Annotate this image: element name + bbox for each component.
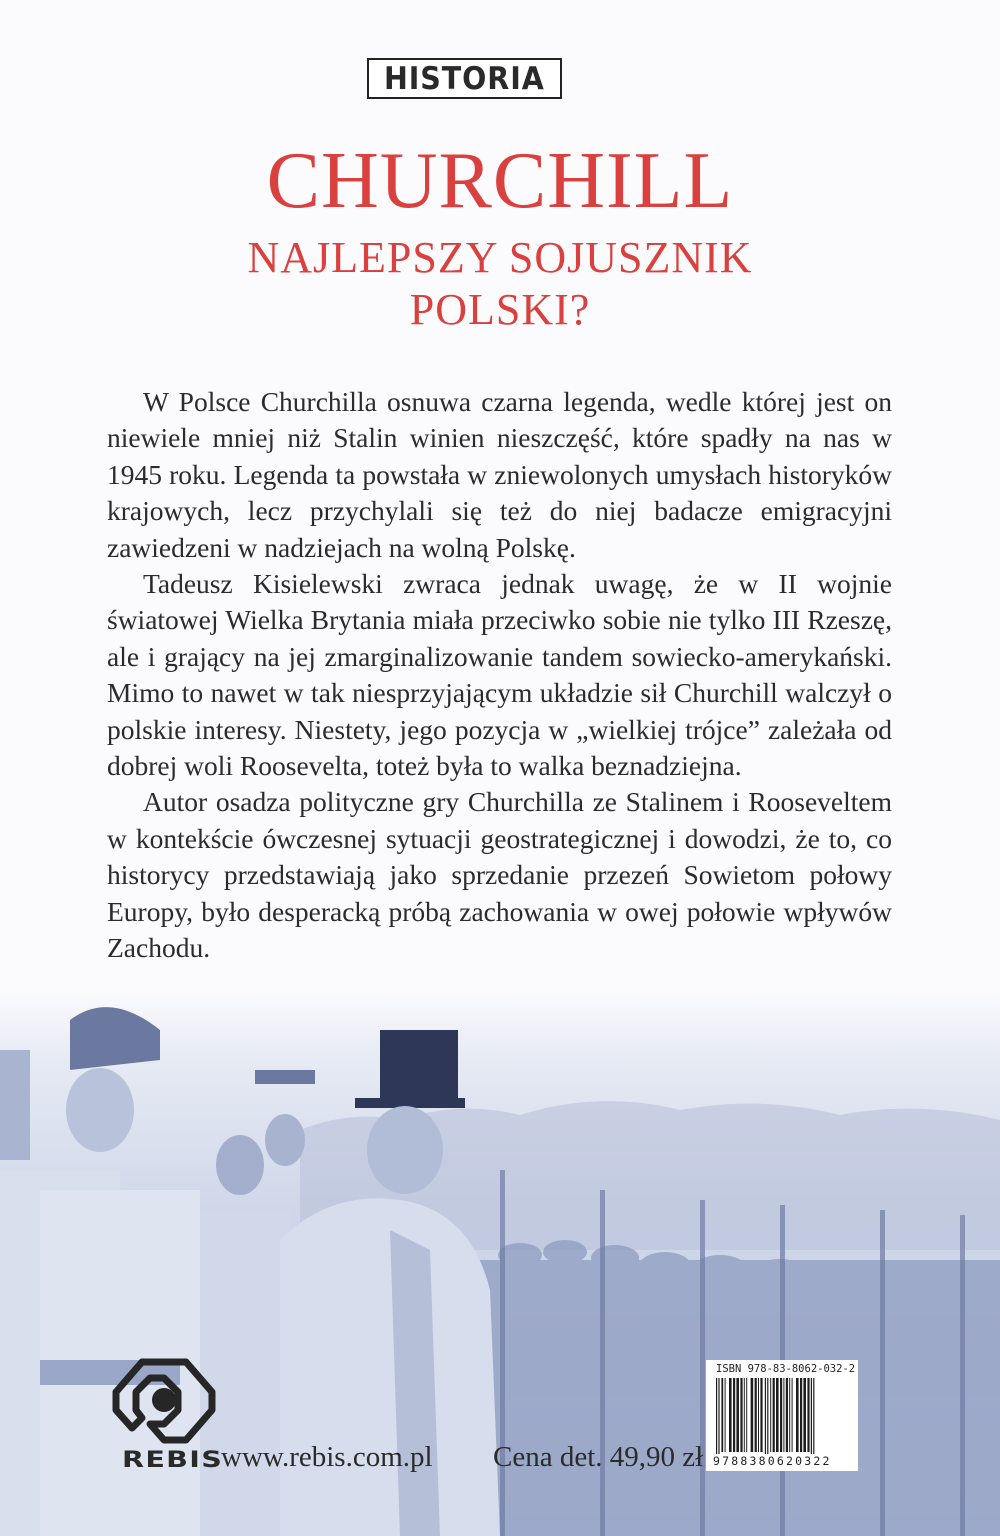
series-label-box [367, 58, 562, 99]
barcode-bar [783, 1378, 784, 1452]
retail-price: Cena det. 49,90 zł [493, 1441, 704, 1473]
barcode-bar [740, 1378, 742, 1452]
book-subtitle-line-2: POLSKI? [409, 285, 591, 334]
barcode-bar [751, 1378, 754, 1452]
barcode-bar [792, 1378, 793, 1452]
barcode-bar [729, 1378, 732, 1452]
barcode-bar [736, 1378, 739, 1452]
barcode-bar [800, 1378, 802, 1452]
isbn-number: ISBN 978-83-8062-032-2 [716, 1363, 856, 1375]
blurb-paragraph: W Polsce Churchilla osnuwa czarna legenda, wedle której jest on niewiele mniej niż Stalin winien nieszczęść, które spadły na nas w 1945 roku. Legenda ta powstała w zniewolonych umysłach historyków krajowych, lecz przychylali się też do niej badacze emigracyjni zawiedzeni w nadziejach na wolną Polskę. [107, 386, 892, 563]
series-label: HISTORIA [384, 60, 545, 97]
barcode-bar [786, 1378, 788, 1452]
barcode-bar [758, 1378, 759, 1452]
barcode-bar [721, 1378, 723, 1452]
barcode-bar [789, 1378, 790, 1452]
book-subtitle-line-1: NAJLEPSZY SOJUSZNIK [247, 233, 753, 282]
barcode-bar [773, 1378, 775, 1452]
publisher-logo-text: REBIS [122, 1448, 224, 1473]
barcode-bar [811, 1378, 812, 1458]
barcode-bar [770, 1378, 771, 1452]
barcode-bar [716, 1378, 717, 1458]
barcode-bar [718, 1378, 719, 1458]
barcode-bar [746, 1378, 747, 1452]
barcode-bar [765, 1378, 766, 1458]
rebis-logo-icon [112, 1358, 216, 1444]
isbn-barcode [706, 1360, 858, 1471]
barcode-bar [776, 1378, 779, 1452]
barcode-bar [755, 1378, 757, 1452]
publisher-website[interactable]: www.rebis.com.pl [221, 1441, 433, 1473]
barcode-bar [760, 1378, 762, 1452]
barcode-bar [803, 1378, 806, 1452]
barcode-bar [780, 1378, 782, 1452]
blurb-text [107, 384, 892, 967]
blurb-paragraph: Autor osadza polityczne gry Churchilla ze Stalinem i Rooseveltem w kontekście ówczesnej sytuacji geostrategicznej i dowodzi, że to, co historycy przedstawiają jako sprzedanie przezeń Sowietom połowy Europy, było desperacką próbą zachowania w owej połowie wpływów Zachodu. [107, 786, 892, 964]
blurb-paragraph: Tadeusz Kisielewski zwraca jednak uwagę, że w II wojnie światowej Wielka Brytania miała przeciwko sobie nie tylko III Rzeszę, ale i grający na jej zmarginalizowanie tandem sowiecko-amerykański. Mimo to nawet w tak niesprzyjającym układzie sił Churchill walczył o polskie interesy. Niestety, jego pozycja w „wielkiej trójce” zależała od dobrej woli Roosevelta, toteż była to walka beznadziejna. [107, 568, 892, 782]
barcode-bar [796, 1378, 799, 1452]
barcode-bar [767, 1378, 768, 1458]
barcode-bar [725, 1378, 726, 1452]
barcode-bar [807, 1378, 809, 1452]
barcode-bar [733, 1378, 735, 1452]
barcode-bar [813, 1378, 814, 1458]
barcode-bars [712, 1378, 852, 1458]
book-title: CHURCHILL [266, 137, 734, 225]
ean-number: 9788380620322 [713, 1454, 832, 1468]
barcode-bar [744, 1378, 745, 1452]
